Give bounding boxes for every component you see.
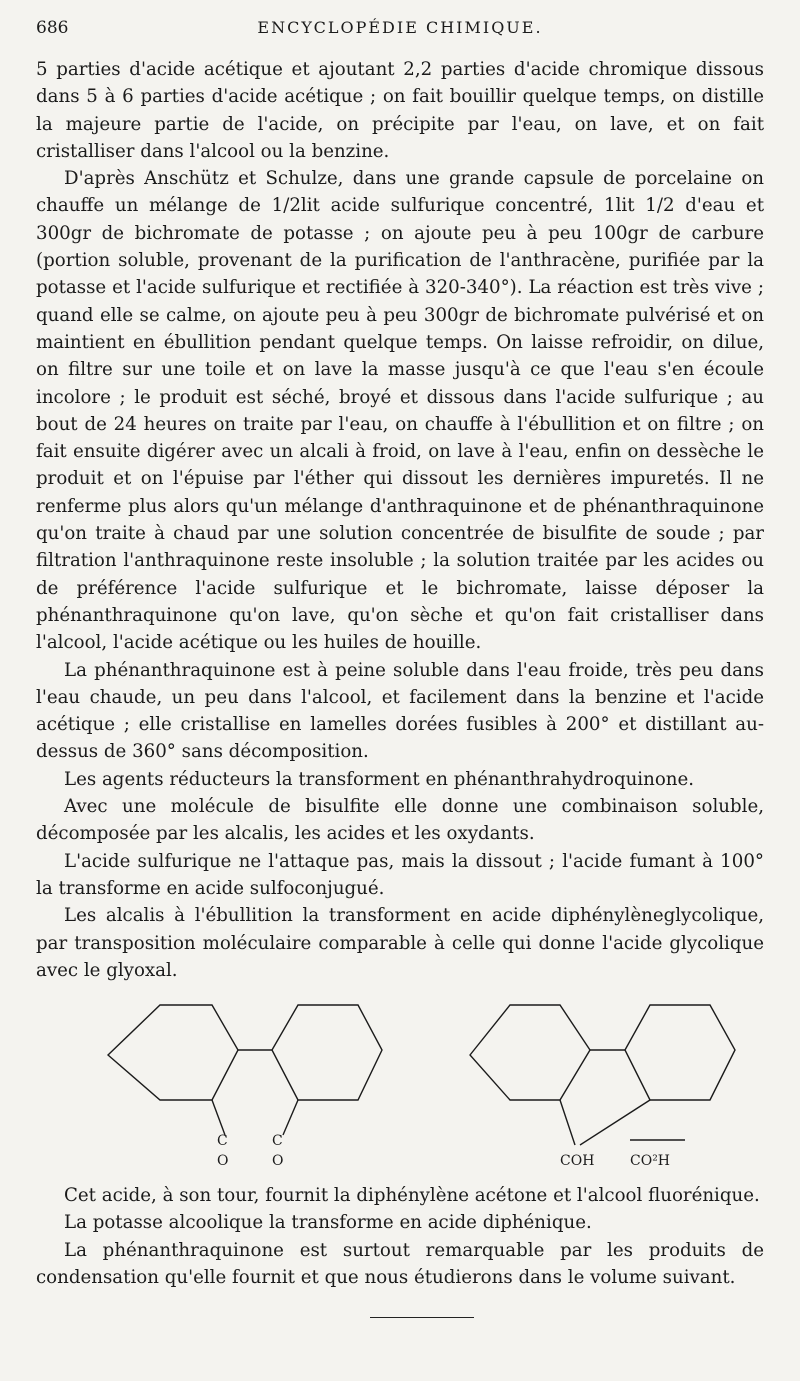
paragraph: La phénanthraquinone est à peine soluble dans l'eau froide, très peu dans l'eau chaude, un peu dans l'alcool, et facilement dans la benzine et l'acide acétique ; elle cristallise en lamelles dorées fusibles à 200° et distillant au-dessus de 360° sans décomposition. [36,659,764,763]
benzene-ring-right [272,1005,382,1100]
label-coh: COH [560,1153,595,1169]
paragraph: D'après Anschütz et Schulze, dans une grande capsule de porcelaine on chauffe un mélange de 1/2lit acide sulfurique concentré, 1lit 1/2 d'eau et 300gr de bichromate de potasse ; on ajoute peu à peu 100gr de carbure (portion soluble, provenant de la purification de l'anthracène, purifiée par la potasse et l'acide sulfurique et rectifiée à 320-340°). La réaction est très vive ; quand elle se calme, on ajoute peu à peu 300gr de bichromate pulvérisé et on maintient en ébullition pendant quelque temps. On laisse refroidir, on dilue, on filtre sur une toile et on lave la masse jusqu'à ce que l'eau s'en écoule incolore ; le produit est séché, broyé et dissous dans l'acide sulfurique ; au bout de 24 heures on traite par l'eau, on chauffe à l'ébullition et on filtre ; on fait ensuite digérer avec un alcali à froid, on lave à l'eau, enfin on dessèche le produit et on l'épuise par l'éther qui dissout les dernières impuretés. Il ne renferme plus alors qu'un mélange d'anthraquinone et de phénanthraquinone qu'on traite à chaud par une solution concentrée de bisulfite de soude ; par filtration l'anthraquinone reste insoluble ; la solution traitée par les acides ou de préférence l'acide sulfurique et le bichromate, laisse déposer la phénanthraquinone qu'on lave, qu'on sèche et qu'on fait cristalliser dans l'alcool, l'acide acétique ou les huiles de houille. [36,168,764,654]
label-c2: C [272,1133,283,1149]
paragraph: La potasse alcoolique la transforme en acide diphénique. [64,1212,592,1234]
benzene-ring-left-2 [470,1005,590,1100]
structural-formulas [90,995,750,1180]
structural-formula-figure [90,995,750,1180]
benzene-ring-right-2 [625,1005,735,1100]
benzene-ring-left [108,1005,238,1100]
paragraph: Cet acide, à son tour, fournit la diphénylène acétone et l'alcool fluorénique. [64,1185,760,1206]
running-title: ENCYCLOPÉDIE CHIMIQUE. [257,18,543,37]
paragraph: Les alcalis à l'ébullition la transforment en acide diphénylèneglycolique, par transposition moléculaire comparable à celle qui donne l'acide glycolique avec le glyoxal. [36,905,764,981]
label-o1: O [217,1153,229,1169]
paragraph: 5 parties d'acide acétique et ajoutant 2,2 parties d'acide chromique dissous dans 5 à 6 parties d'acide acétique ; on fait bouillir quelque temps, on distille la majeure partie de l'acide, on précipite par l'eau, on lave, et on fait cristalliser dans l'alcool ou la benzine. [36,59,764,162]
closing-text [36,1182,764,1291]
paragraph: Avec une molécule de bisulfite elle donne une combinaison soluble, décomposée par les alcalis, les acides et les oxydants. [36,796,764,845]
paragraph: L'acide sulfurique ne l'attaque pas, mais la dissout ; l'acide fumant à 100° la transforme en acide sulfoconjugué. [36,850,764,899]
end-rule [370,1317,474,1318]
label-co2h: CO²H [630,1153,671,1169]
body-text [36,56,764,984]
label-c1: C [217,1133,228,1149]
page-number: 686 [36,18,69,38]
paragraph: La phénanthraquinone est surtout remarquable par les produits de condensation qu'elle fournit et que nous étudierons dans le volume suivant. [36,1239,764,1288]
paragraph: Les agents réducteurs la transforment en phénanthrahydroquinone. [64,768,695,790]
page-header [36,18,764,46]
label-o2: O [272,1153,284,1169]
